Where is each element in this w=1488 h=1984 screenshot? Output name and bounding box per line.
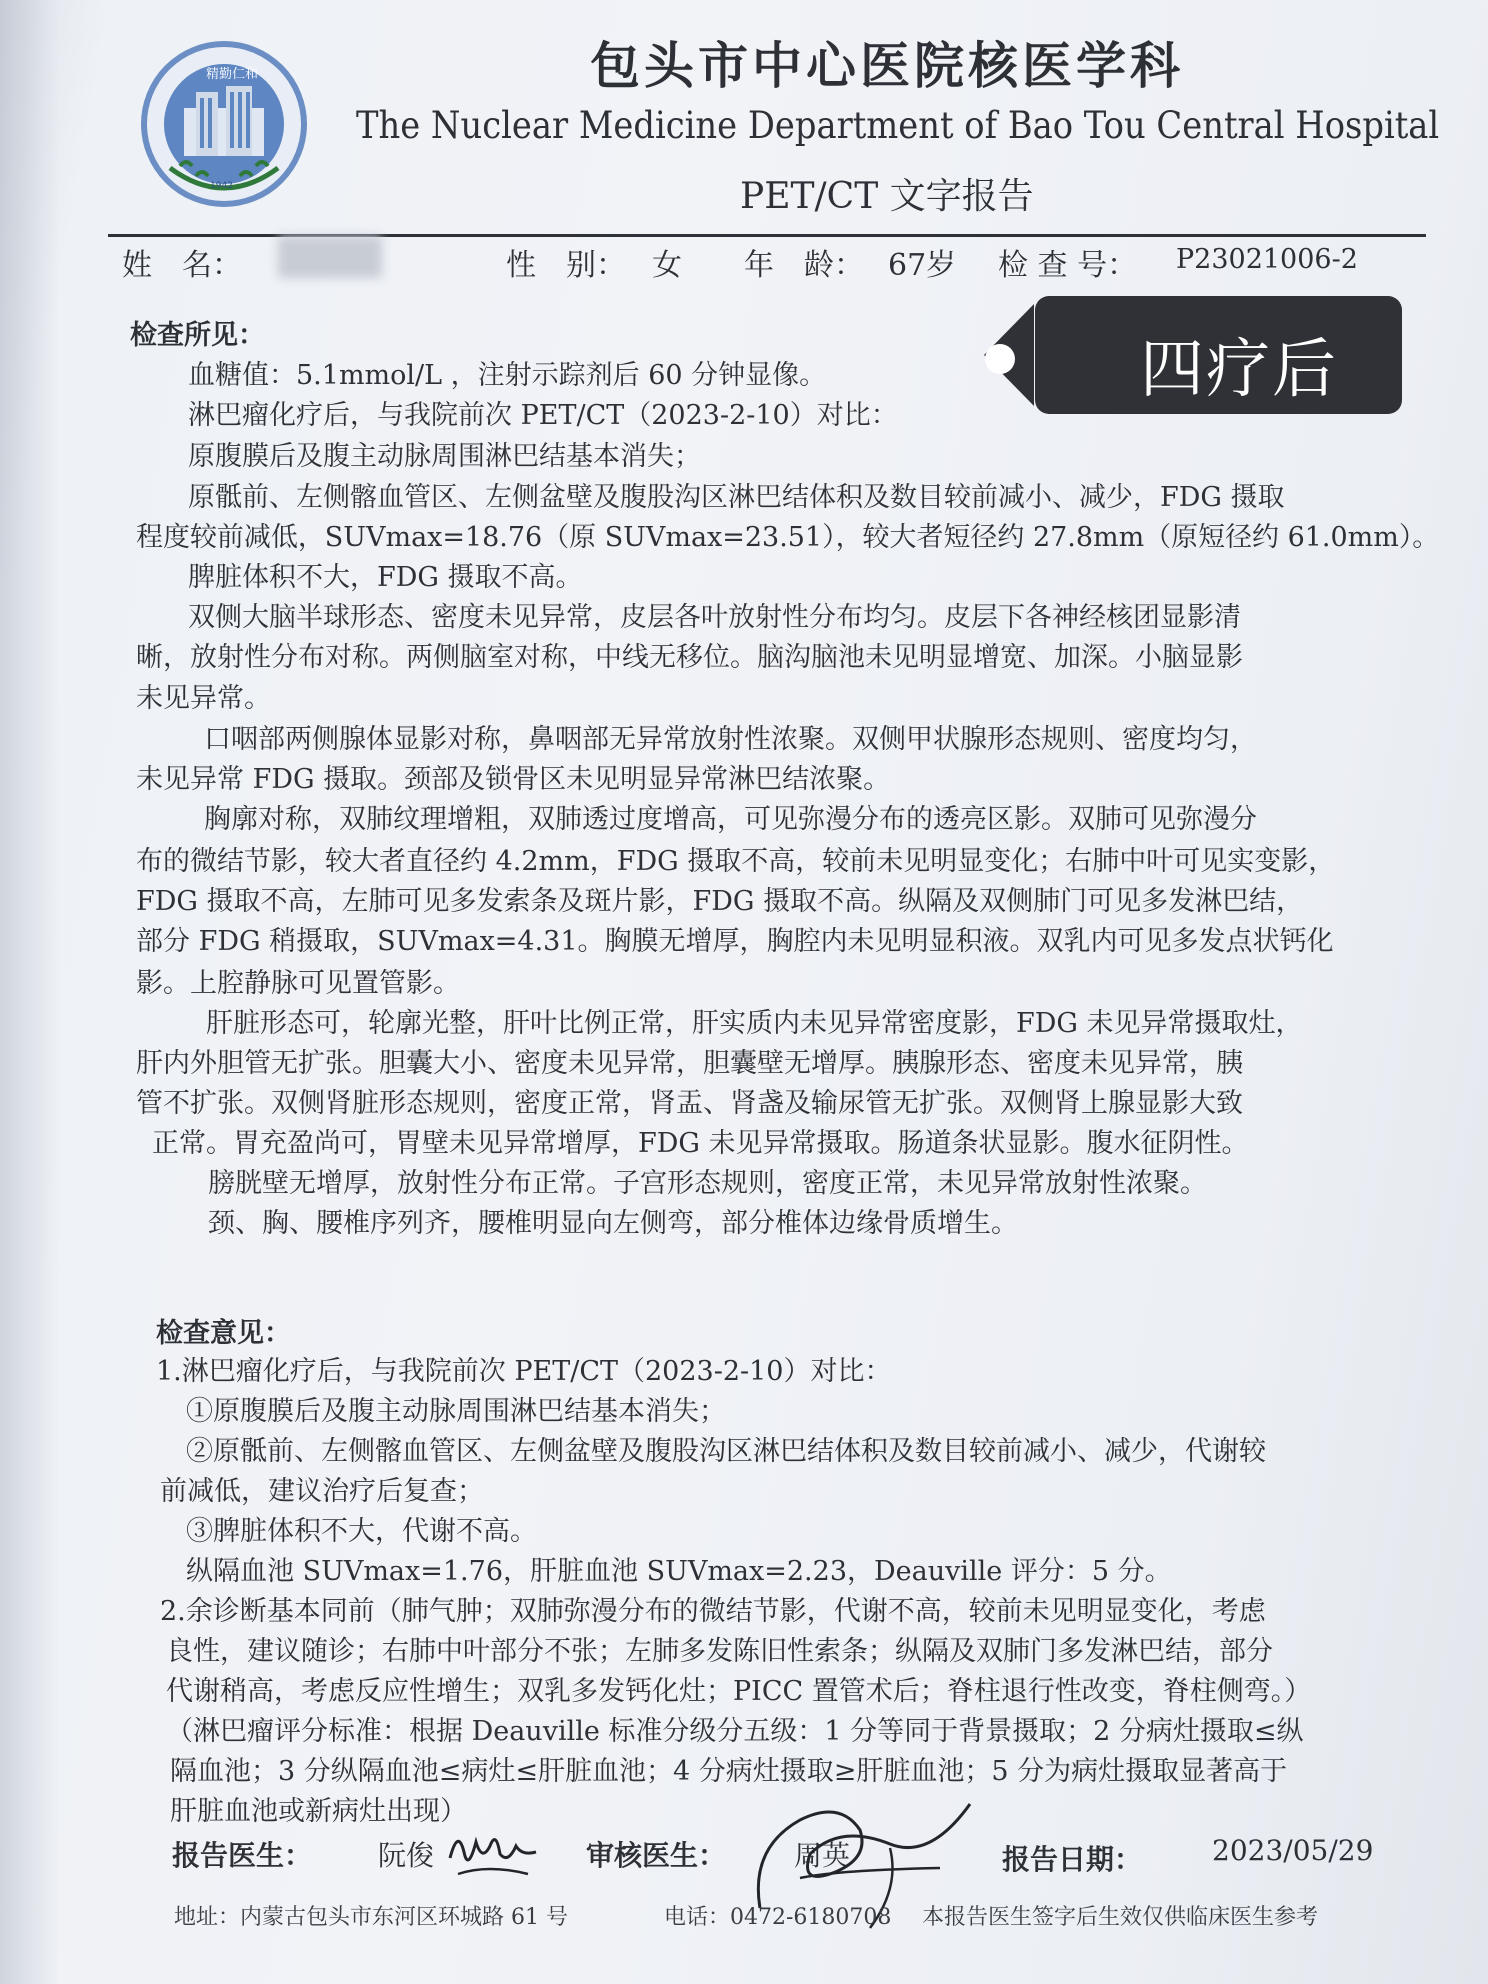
opinion-heading: 检查意见： xyxy=(156,1318,291,1349)
findings-line: 布的微结节影，较大者直径约 4.2mm，FDG 摄取不高，较前未见明显变化；右肺中叶可见实变影， xyxy=(136,846,1336,877)
findings-line: 血糖值：5.1mmol/L ，注射示踪剂后 60 分钟显像。 xyxy=(188,360,827,391)
footer-note: 本报告医生签字后生效仅供临床医生参考 xyxy=(922,1905,1319,1930)
findings-line: 膀胱壁无增厚，放射性分布正常。子宫形态规则，密度正常，未见异常放射性浓聚。 xyxy=(208,1168,1207,1199)
findings-line: 口咽部两侧腺体显影对称，鼻咽部无异常放射性浓聚。双侧甲状腺形态规则、密度均匀， xyxy=(204,724,1257,755)
opinion-line: 代谢稍高，考虑反应性增生；双乳多发钙化灶；PICC 置管术后；脊柱退行性改变，脊柱侧弯。） xyxy=(166,1676,1312,1707)
findings-line: 未见异常 FDG 摄取。颈部及锁骨区未见明显异常淋巴结浓聚。 xyxy=(136,764,891,795)
report-doctor-name: 阮俊 xyxy=(378,1839,435,1872)
findings-line: 未见异常。 xyxy=(136,683,271,714)
findings-line: 管不扩张。双侧肾脏形态规则，密度正常，肾盂、肾盏及输尿管无扩张。双侧肾上腺显影大致 xyxy=(136,1088,1243,1119)
gender-value: 女 xyxy=(652,248,682,283)
findings-heading: 检查所见： xyxy=(130,320,265,351)
opinion-line: 隔血池；3 分纵隔血池≤病灶≤肝脏血池；4 分病灶摄取≥肝脏血池；5 分为病灶摄取显著高于 xyxy=(170,1756,1288,1787)
logo-motto: 精勤仁和 xyxy=(206,67,259,82)
opinion-line: 1.淋巴瘤化疗后，与我院前次 PET/CT（2023-2-10）对比： xyxy=(156,1356,892,1387)
opinion-line: ②原骶前、左侧髂血管区、左侧盆壁及腹股沟区淋巴结体积及数目较前减小、减少，代谢较 xyxy=(186,1436,1266,1467)
findings-line: 淋巴瘤化疗后，与我院前次 PET/CT（2023-2-10）对比： xyxy=(188,400,898,431)
badge-label: 四疗后 xyxy=(1140,333,1338,407)
age-label: 年 龄： xyxy=(744,248,864,283)
findings-line: 肝脏形态可，轮廓光整，肝叶比例正常，肝实质内未见异常密度影，FDG 未见异常摄取灶， xyxy=(206,1008,1303,1039)
opinion-line: 肝脏血池或新病灶出现） xyxy=(170,1796,467,1827)
findings-line: FDG 摄取不高，左肺可见多发索条及斑片影，FDG 摄取不高。纵隔及双侧肺门可见多发淋巴结， xyxy=(136,886,1304,917)
findings-line: 脾脏体积不大，FDG 摄取不高。 xyxy=(188,562,583,593)
name-label: 姓 名： xyxy=(122,248,242,283)
findings-line: 肝内外胆管无扩张。胆囊大小、密度未见异常，胆囊壁无增厚。胰腺形态、密度未见异常，胰 xyxy=(136,1048,1243,1079)
opinion-line: 良性，建议随诊；右肺中叶部分不张；左肺多发陈旧性索条；纵隔及双肺门多发淋巴结，部分 xyxy=(166,1636,1273,1667)
findings-line: 双侧大脑半球形态、密度未见异常，皮层各叶放射性分布均匀。皮层下各神经核团显影清 xyxy=(188,602,1241,633)
findings-line: 部分 FDG 稍摄取，SUVmax=4.31。胸膜无增厚，胸腔内未见明显积液。双乳内可见多发点状钙化 xyxy=(136,926,1334,957)
hospital-title-en: The Nuclear Medicine Department of Bao Tou Central Hospital xyxy=(356,104,1440,147)
opinion-line: 纵隔血池 SUVmax=1.76，肝脏血池 SUVmax=2.23，Deauville 评分：5 分。 xyxy=(186,1556,1172,1587)
opinion-line: ①原腹膜后及腹主动脉周围淋巴结基本消失； xyxy=(186,1396,726,1427)
page-edge-shadow xyxy=(0,0,60,1984)
findings-line: 颈、胸、腰椎序列齐，腰椎明显向左侧弯，部分椎体边缘骨质增生。 xyxy=(208,1208,1018,1239)
opinion-line: （淋巴瘤评分标准：根据 Deauville 标准分级分五级：1 分等同于背景摄取；2 分病灶摄取≤纵 xyxy=(166,1716,1304,1747)
report-date-label: 报告日期： xyxy=(1002,1843,1143,1876)
gender-label: 性 别： xyxy=(506,248,626,283)
opinion-line: 前减低，建议治疗后复查； xyxy=(160,1476,484,1507)
findings-line: 胸廓对称，双肺纹理增粗，双肺透过度增高，可见弥漫分布的透亮区影。双肺可见弥漫分 xyxy=(204,804,1257,835)
findings-line: 原腹膜后及腹主动脉周围淋巴结基本消失； xyxy=(188,441,701,472)
exam-no-label: 检 查 号： xyxy=(998,248,1138,283)
findings-line: 影。上腔静脉可见置管影。 xyxy=(136,968,460,999)
review-doctor-label: 审核医生： xyxy=(586,1839,727,1872)
findings-line: 正常。胃充盈尚可，胃壁未见异常增厚，FDG 未见异常摄取。肠道条状显影。腹水征阴性。 xyxy=(152,1128,1249,1159)
hospital-logo xyxy=(140,38,308,218)
findings-line: 晰，放射性分布对称。两侧脑室对称，中线无移位。脑沟脑池未见明显增宽、加深。小脑显影 xyxy=(136,642,1243,673)
report-date-value: 2023/05/29 xyxy=(1212,1834,1374,1867)
hospital-title-cn: 包头市中心医院核医学科 xyxy=(590,36,1184,95)
report-subtitle: PET/CT 文字报告 xyxy=(740,176,1034,217)
badge-dot xyxy=(985,344,1015,374)
opinion-line: 2.余诊断基本同前（肺气肿；双肺弥漫分布的微结节影，代谢不高，较前未见明显变化，考虑 xyxy=(160,1596,1266,1627)
opinion-line: ③脾脏体积不大，代谢不高。 xyxy=(186,1516,537,1547)
footer-address: 地址：内蒙古包头市东河区环城路 61 号 xyxy=(174,1905,568,1930)
age-value: 67岁 xyxy=(888,248,957,283)
review-doctor-name: 周英 xyxy=(794,1839,851,1872)
logo-year: 1942 xyxy=(210,181,233,191)
findings-line: 程度较前减低，SUVmax=18.76（原 SUVmax=23.51），较大者短径约 27.8mm（原短径约 61.0mm）。 xyxy=(136,522,1440,553)
footer-phone: 电话：0472-6180708 xyxy=(664,1905,892,1930)
redacted-name xyxy=(278,236,382,278)
exam-no-value: P23021006-2 xyxy=(1176,244,1358,275)
findings-line: 原骶前、左侧髂血管区、左侧盆壁及腹股沟区淋巴结体积及数目较前减小、减少，FDG 摄取 xyxy=(188,482,1285,513)
report-doctor-label: 报告医生： xyxy=(172,1839,313,1872)
